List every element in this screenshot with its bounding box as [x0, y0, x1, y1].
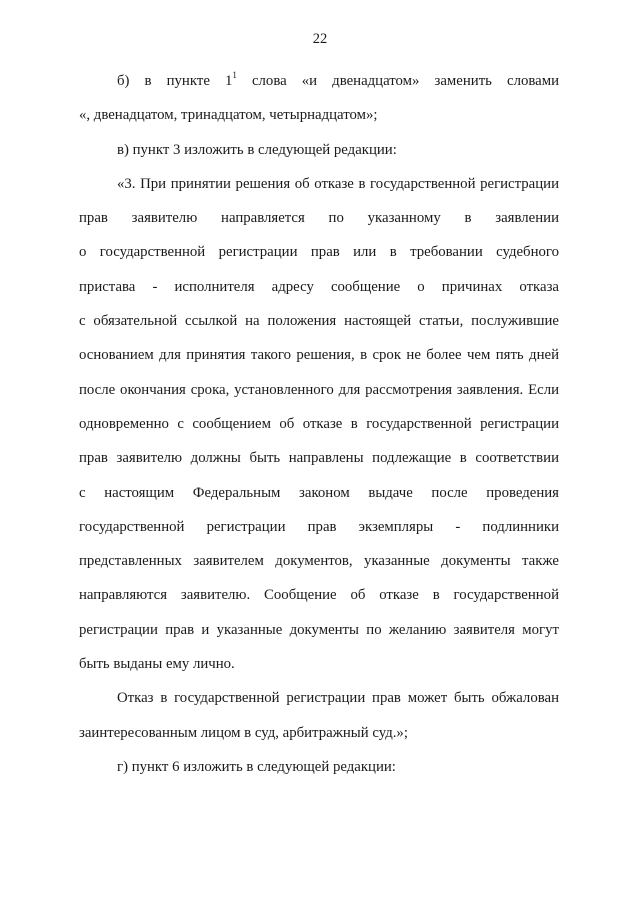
- text-line: о государственной регистрации прав или в требовании судебного: [79, 244, 559, 261]
- page-number: 22: [312, 31, 328, 47]
- text-line: быть выданы ему лично.: [79, 656, 235, 673]
- text-line: после окончания срока, установленного для рассмотрения заявления. Если: [79, 381, 559, 398]
- text-line: с обязательной ссылкой на положения настоящей статьи, послужившие: [79, 313, 559, 330]
- text-line: прав заявителю направляется по указанному в заявлении: [79, 210, 559, 227]
- text-line: «3. При принятии решения об отказе в государственной регистрации: [117, 175, 559, 192]
- text-line: Отказ в государственной регистрации прав может быть обжалован: [117, 690, 559, 707]
- text-line: г) пункт 6 изложить в следующей редакции:: [117, 758, 396, 775]
- text-line: в) пункт 3 изложить в следующей редакции:: [117, 141, 397, 158]
- text-line: направляются заявителю. Сообщение об отказе в государственной: [79, 587, 559, 604]
- text-line: основанием для принятия такого решения, в срок не более чем пять дней: [79, 347, 559, 364]
- text-line: с настоящим Федеральным законом выдаче после проведения: [79, 484, 559, 501]
- text-fragment: слова «и двенадцатом» заменить словами: [236, 73, 559, 89]
- footnote-superscript: 1: [232, 70, 237, 80]
- text-line: заинтересованным лицом в суд, арбитражный суд.»;: [79, 724, 408, 741]
- text-line: государственной регистрации прав экземпляры - подлинники: [79, 518, 559, 535]
- text-fragment: б) в пункте 1: [117, 73, 233, 89]
- document-body: [79, 64, 559, 784]
- text-line: прав заявителю должны быть направлены подлежащие в соответствии: [79, 450, 559, 467]
- text-line: представленных заявителем документов, указанные документы также: [79, 553, 559, 570]
- text-line: регистрации прав и указанные документы по желанию заявителя могут: [79, 621, 559, 638]
- text-line: одновременно с сообщением об отказе в государственной регистрации: [79, 415, 559, 432]
- text-line: «, двенадцатом, тринадцатом, четырнадцатом»;: [79, 107, 378, 124]
- text-line: [79, 64, 559, 98]
- text-line: пристава - исполнителя адресу сообщение о причинах отказа: [79, 278, 559, 295]
